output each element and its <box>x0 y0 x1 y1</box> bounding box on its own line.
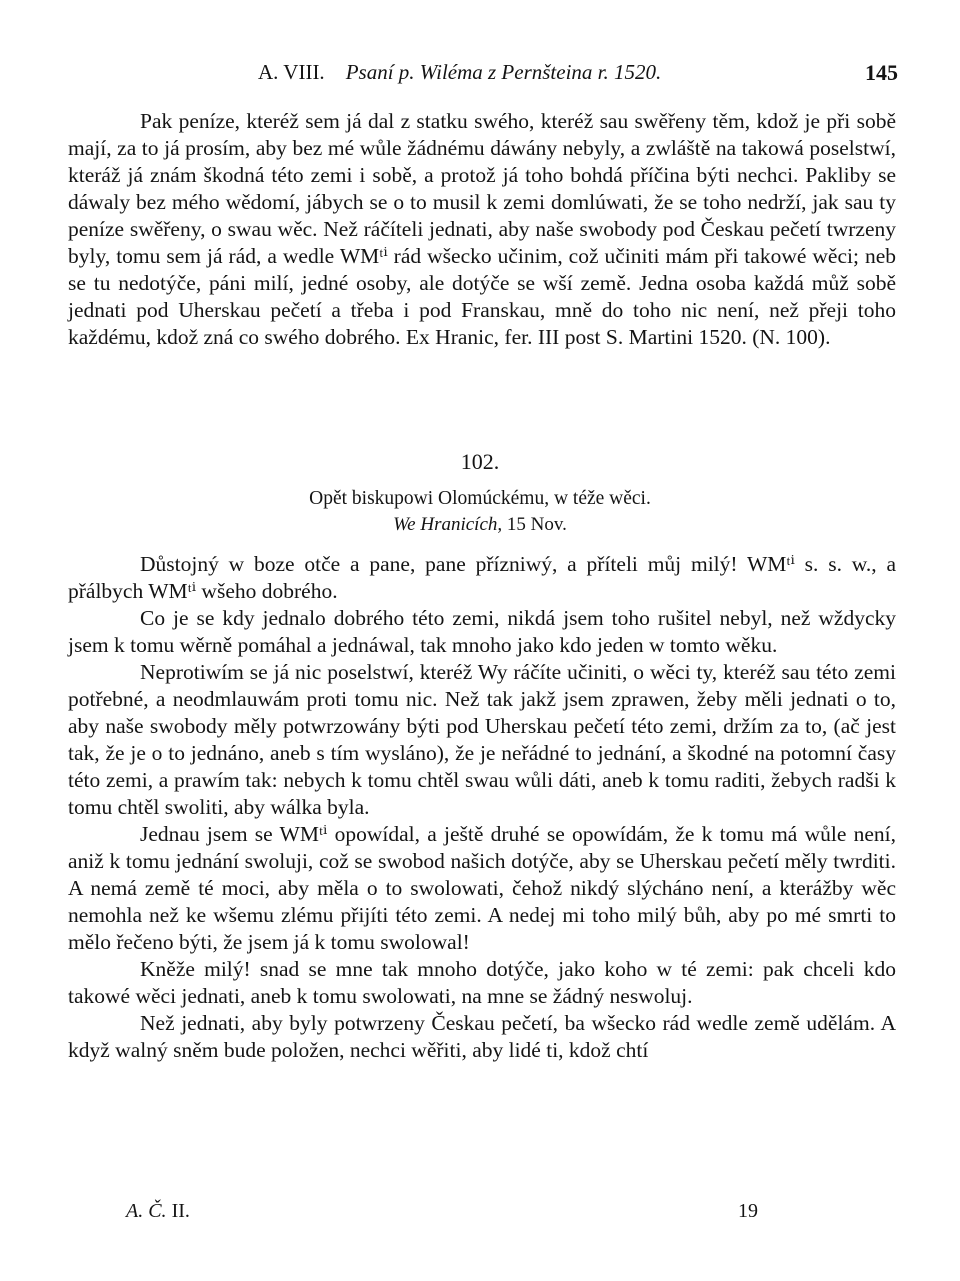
paragraph: Co je se kdy jednalo dobrého této zemi, nikdá jsem toho rušitel nebyl, než wždycky jsem k tomu wěrně pomáhal a jednáwal, tak mnoho jako kdo jeden w tomto wěku. <box>68 606 896 657</box>
previous-letter-ending <box>68 108 896 351</box>
running-head <box>258 60 898 90</box>
signature-mark <box>126 1200 190 1223</box>
document-date: 15 Nov. <box>506 514 567 535</box>
paragraph: Pak peníze, kteréž sem já dal z statku swého, kteréž sau swěřeny těm, kdož je při sobě mají, za to já prosím, aby bez mé wůle žádnému dáwány nebyly, a zwláště na takowá poselstwí, kteráž já znám škodná této zemi i sobě, a protož já toho bohdá příčina býti nechci. Pakliby se dáwaly bez mého wědomí, jábych se o to musil k zemi domlúwati, že se toho nedrží, jak sau ty peníze swěřeny, o swau wěc. Než ráčíteli jednati, aby naše swobody pod Českau pečetí twrzeny byly, tomu sem já rád, a wedle WMᵗⁱ rád wšecko učinim, což učiniti mám při takowé wěci; neb se tu nedotýče, páni milí, jedné osoby, ale dotýče se wší země. Jedna osoba každá můž sobě jednati pod Uherskau pečetí a třeba i pod Franskau, mně do toho nic není, než přeji toho každému, kdož zná co swého dobrého. Ex Hranic, fer. III post S. Martini 1520. (N. 100). <box>68 109 896 349</box>
paragraph: Jednau jsem se WMᵗⁱ opowídal, a ještě druhé se opowídám, že k tomu má wůle není, aniž k tomu jednání swoluji, což se swobod našich dotýče, aby se Uherskau pečetí měly twrditi. A nemá země té moci, aby měla o to swolowati, čehož nikdý slýcháno není, a kterážby wěc nemohla než ke wšemu zlému přijíti této zemi. A nedej mi toho milý bůh, aby po mé smrti to mělo řečeno býti, že jsem já k tomu swolowal! <box>68 822 896 954</box>
paragraph: Důstojný w boze otče a pane, pane přízniwý, a příteli můj milý! WMᵗⁱ s. s. w., a přálbych WMᵗⁱ wšeho dobrého. <box>68 552 896 603</box>
sheet-number: 19 <box>738 1200 758 1222</box>
running-head-section: A. VIII. <box>258 60 325 84</box>
paragraph: Neprotiwím se já nic poselstwí, kteréž Wy ráčíte učiniti, o wěci ty, kteréž sau této zemi potřebné, a neodmlauwám proti tomu nic. Než tak jakž jsem zprawen, žeby měli jednati o to, aby naše swobody měly potwrzowány býti pod Uherskau pečetí této zemi, držím za to, (ač jest tak, že je o to jednáno, aneb s tím wysláno), že je neřádné to jednání, a škodné na potomní časy této zemi, a prawím tak: nebych k tomu chtěl swau wůli dáti, aneb k tomu raditi, žebych radši k tomu chtěl swoliti, aby wálka byla. <box>68 660 896 819</box>
document-place-date <box>0 514 960 536</box>
page-number: 145 <box>865 60 898 85</box>
running-head-title: Psaní p. Wiléma z Pernšteina r. 1520. <box>345 60 662 84</box>
signature-series: A. Č. <box>126 1200 167 1222</box>
document-place: We Hranicích, <box>393 514 503 535</box>
document-number: 102. <box>460 449 500 474</box>
paragraph: Než jednati, aby byly potwrzeny Českau pečetí, ba wšecko rád wedle země udělám. A když walný sněm bude položen, nechci wěřiti, aby lidé ti, kdož chtí <box>68 1011 896 1062</box>
document-title: Opět biskupowi Olomúckému, w téže wěci. <box>309 488 651 509</box>
signature-volume: II. <box>171 1200 190 1222</box>
paragraph: Kněže milý! snad se mne tak mnoho dotýče, jako koho w té zemi: pak chceli kdo takowé wěci jednati, aneb k tomu swolowati, na mne se žádný neswoluj. <box>68 957 896 1008</box>
letter-body <box>68 551 896 1064</box>
